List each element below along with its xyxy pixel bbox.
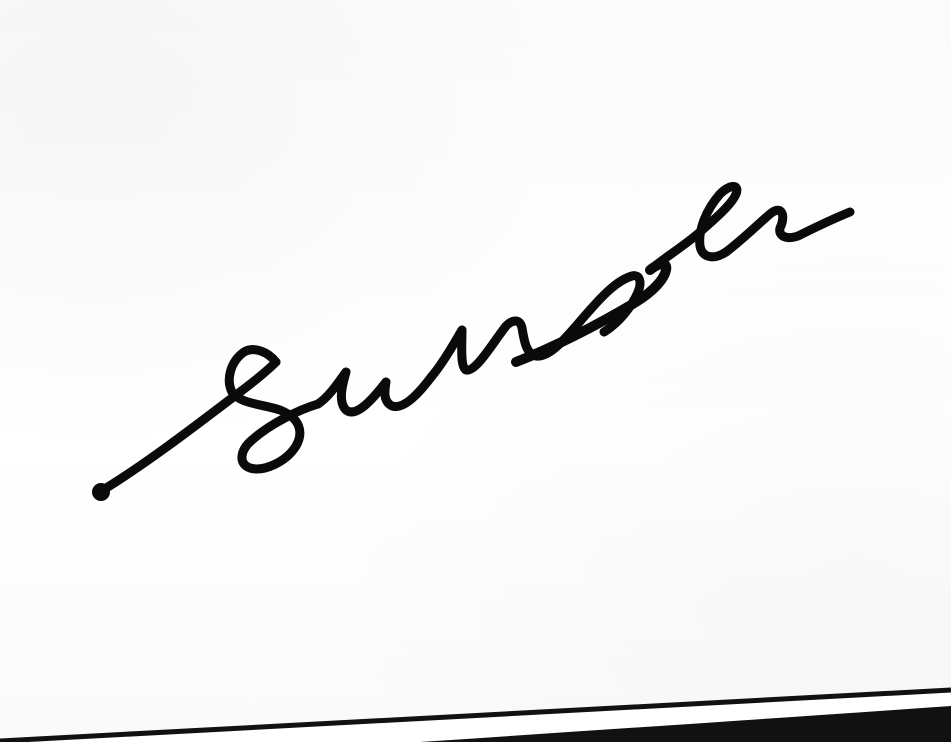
- signature-letter-u: [318, 372, 432, 412]
- signature-start-dot: [92, 483, 110, 501]
- paper-bottom-edge: [0, 690, 951, 742]
- signature-tail-stroke: [726, 210, 850, 252]
- signature-letter-l: [650, 187, 737, 271]
- signature-entry-stroke: [98, 362, 276, 493]
